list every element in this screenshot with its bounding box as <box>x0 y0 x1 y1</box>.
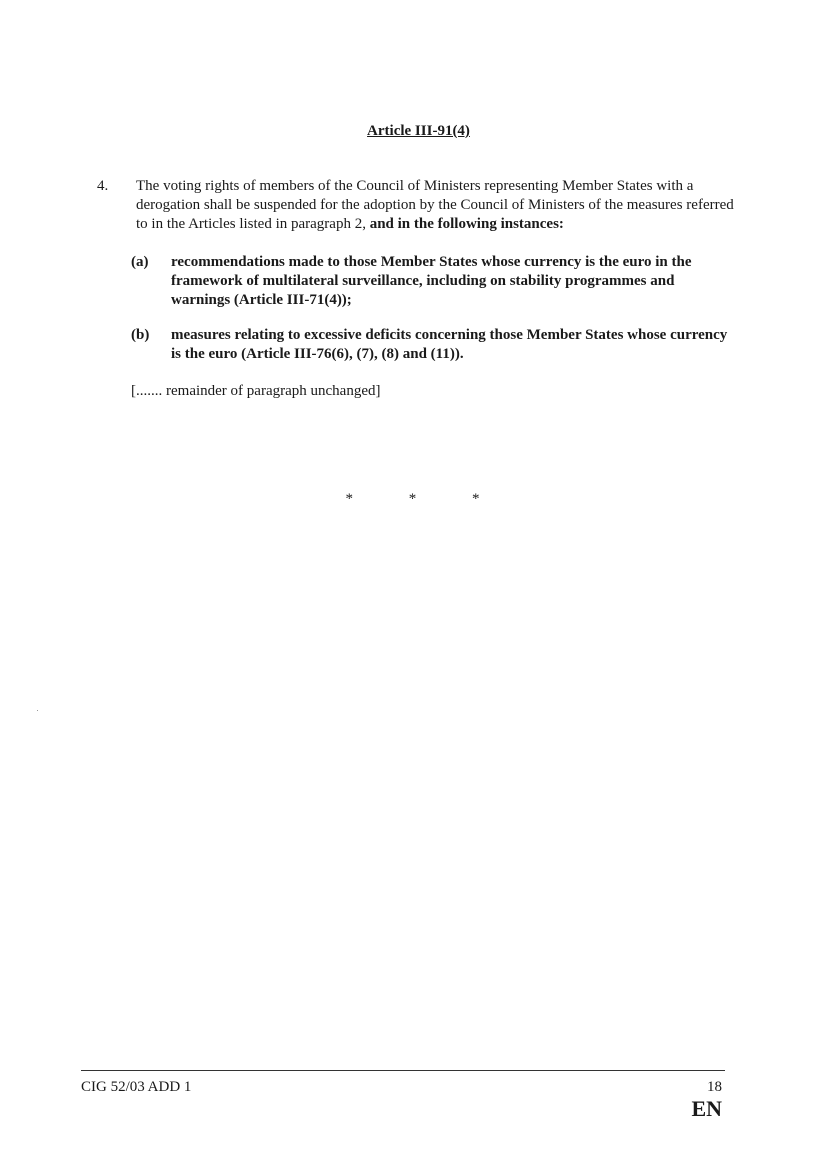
document-reference: CIG 52/03 ADD 1 <box>81 1079 192 1095</box>
scan-speck <box>37 710 38 711</box>
section-separator: * * * <box>345 491 506 507</box>
list-item-label: (b) <box>131 327 150 343</box>
remainder-note: [....... remainder of paragraph unchanged] <box>131 383 381 399</box>
paragraph-text-bold: and in the following instances: <box>369 216 564 232</box>
list-item-label: (a) <box>131 254 149 270</box>
footer-divider <box>81 1070 725 1071</box>
paragraph-text-regular: The voting rights of members of the Council of Ministers representing Member States with a derogation shall be suspended for the adoption by the Council of Ministers of the measures referred to in the Articles listed in paragraph 2, <box>136 178 734 232</box>
list-item-text: measures relating to excessive deficits concerning those Member States whose currency is the euro (Article III-76(6), (7), (8) and (11)). <box>171 327 728 362</box>
language-code: EN <box>691 1096 722 1121</box>
page-number: 18 <box>707 1079 722 1095</box>
article-title: Article III-91(4) <box>367 123 470 139</box>
paragraph-number: 4. <box>97 178 109 194</box>
paragraph-text <box>136 177 736 234</box>
list-item-text: recommendations made to those Member States whose currency is the euro in the framework of multilateral surveillance, including on stability programmes and warnings (Article III-71(4)); <box>171 254 692 308</box>
